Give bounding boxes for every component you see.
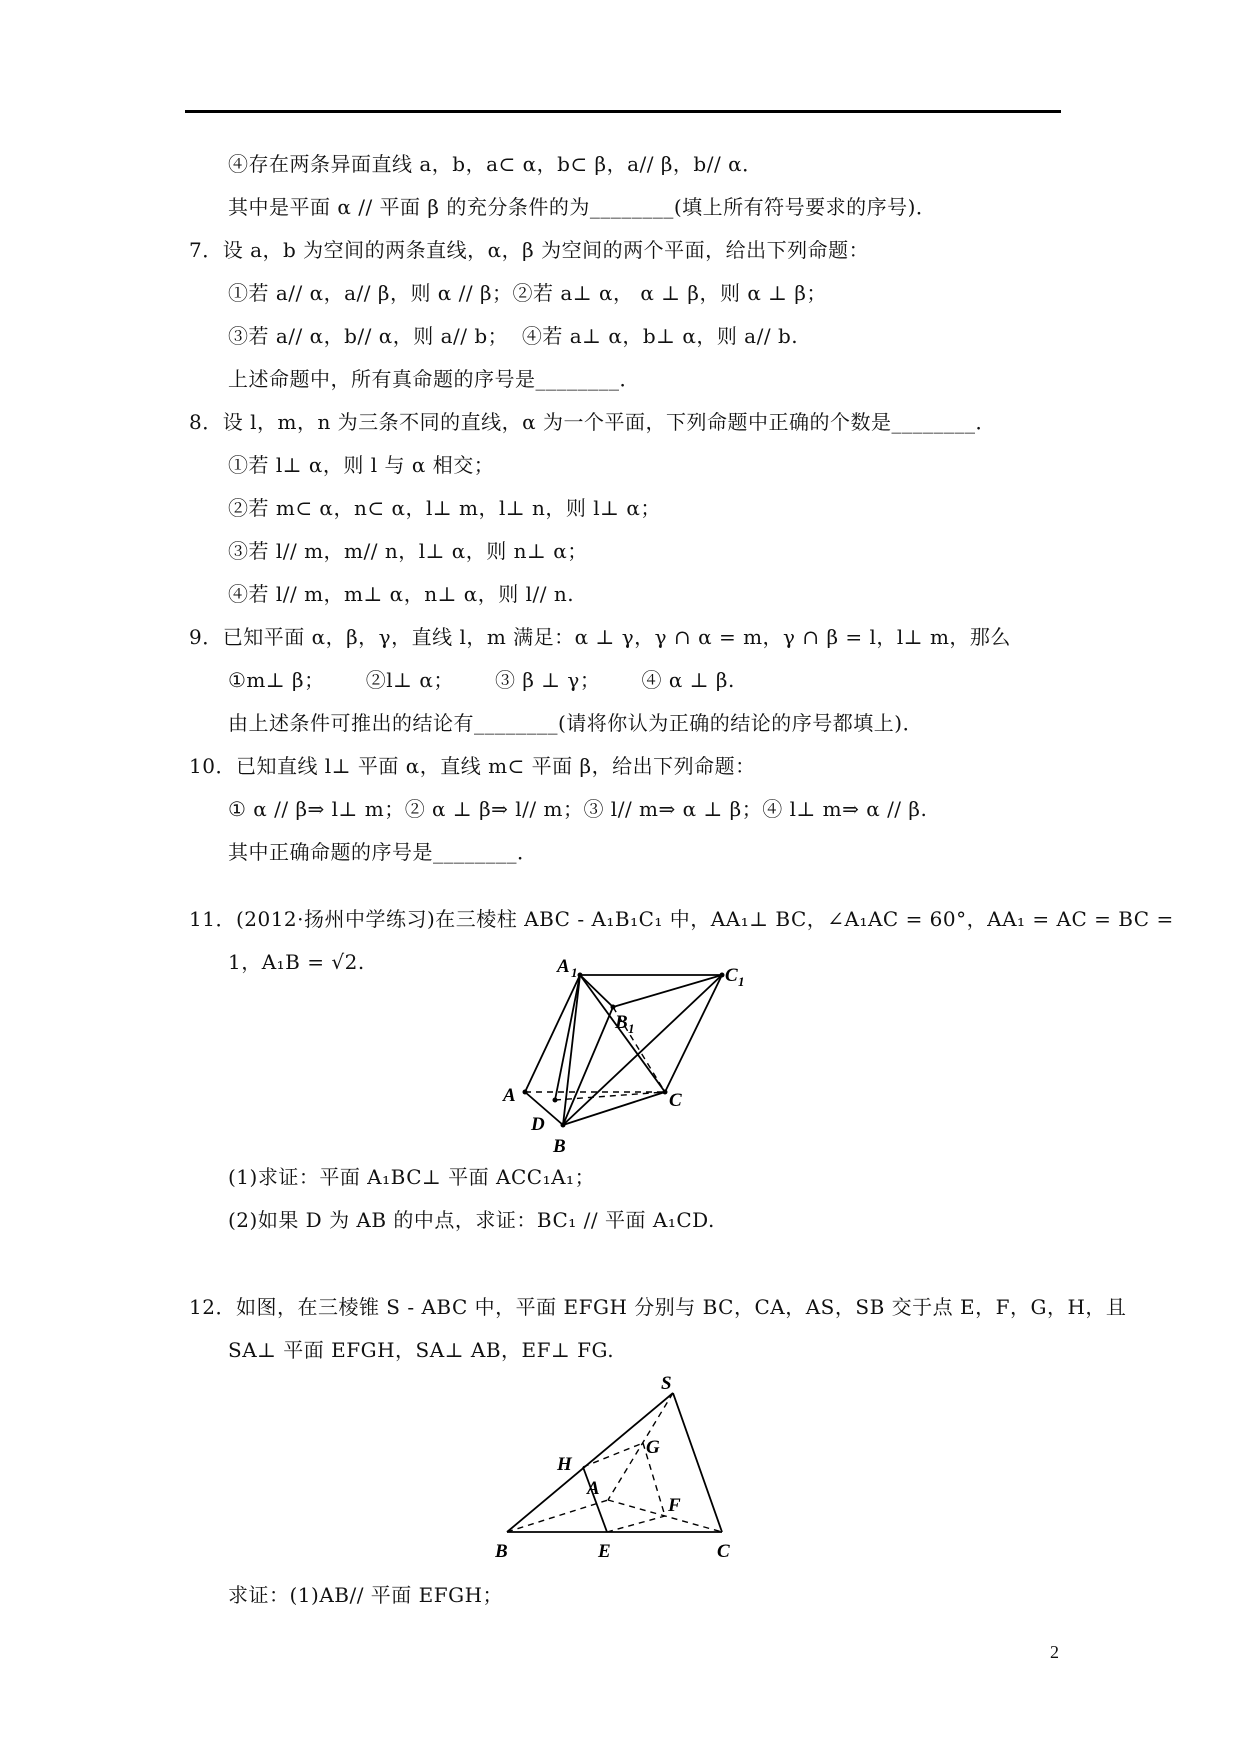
- label-B1: B: [615, 1012, 628, 1033]
- text-line: 上述命题中，所有真命题的序号是________．: [228, 367, 640, 391]
- label-B1-sub: 1: [628, 1021, 635, 1036]
- label-A1: A: [557, 956, 570, 977]
- label-S: S: [661, 1375, 672, 1394]
- text-line: 其中是平面 α // 平面 β 的充分条件的为________(填上所有符号要求的序号)．: [228, 195, 937, 219]
- text-line: ①若 l⊥ α，则 l 与 α 相交；: [228, 453, 495, 477]
- label-H: H: [557, 1454, 572, 1475]
- text-line: (1)求证：平面 A₁BC⊥ 平面 ACC₁A₁；: [228, 1165, 596, 1189]
- text-line: ① α // β⇒ l⊥ m；② α ⊥ β⇒ l// m；③ l// m⇒ α ⊥ β；④ l⊥ m⇒ α // β.: [228, 797, 928, 821]
- text-line: 其中正确命题的序号是________．: [228, 840, 538, 864]
- question-7: 7．设 a，b 为空间的两条直线，α，β 为空间的两个平面，给出下列命题：: [189, 238, 870, 262]
- text-line: SA⊥ 平面 EFGH，SA⊥ AB，EF⊥ FG.: [228, 1338, 615, 1362]
- text-line: ③若 l// m，m// n，l⊥ α，则 n⊥ α；: [228, 539, 588, 563]
- text-line: 由上述条件可推出的结论有________(请将你认为正确的结论的序号都填上)．: [228, 711, 924, 735]
- label-B: B: [553, 1136, 566, 1157]
- text-line: ④若 l// m，m⊥ α，n⊥ α，则 l// n.: [228, 582, 575, 606]
- label-C: C: [717, 1541, 730, 1562]
- label-G: G: [646, 1437, 660, 1458]
- text-line: ③若 a// α，b// α，则 a// b； ④若 a⊥ α，b⊥ α，则 a// b.: [228, 324, 799, 348]
- page-number: 2: [1050, 1642, 1059, 1662]
- label-C: C: [669, 1090, 682, 1111]
- question-10: 10．已知直线 l⊥ 平面 α，直线 m⊂ 平面 β，给出下列命题：: [189, 754, 756, 778]
- text-line: ②若 m⊂ α，n⊂ α，l⊥ m，l⊥ n，则 l⊥ α；: [228, 496, 661, 520]
- text-line: ①若 a// α，a// β，则 α // β；②若 a⊥ α， α ⊥ β，则 α ⊥ β；: [228, 281, 827, 305]
- label-C1-sub: 1: [738, 974, 745, 989]
- label-F: F: [668, 1495, 681, 1516]
- question-12: 12．如图，在三棱锥 S - ABC 中，平面 EFGH 分别与 BC，CA，AS，SB 交于点 E，F，G，H，且: [189, 1295, 1127, 1319]
- header-rule: [185, 110, 1061, 113]
- label-E: E: [598, 1541, 611, 1562]
- label-D: D: [531, 1114, 545, 1135]
- pyramid-figure: [495, 1375, 755, 1565]
- label-B: B: [495, 1541, 508, 1562]
- text-line: (2)如果 D 为 AB 的中点，求证：BC₁ // 平面 A₁CD.: [228, 1208, 715, 1232]
- question-11: 11．(2012·扬州中学练习)在三棱柱 ABC - A₁B₁C₁ 中，AA₁⊥ BC，∠A₁AC = 60°，AA₁ = AC = BC =: [189, 907, 1174, 931]
- label-A: A: [587, 1478, 600, 1499]
- question-8: 8．设 l，m，n 为三条不同的直线，α 为一个平面，下列命题中正确的个数是________．: [189, 410, 997, 434]
- text-line: ④存在两条异面直线 a，b，a⊂ α，b⊂ β，a// β，b// α．: [228, 152, 763, 176]
- prism-figure: [495, 950, 745, 1160]
- label-A1-sub: 1: [571, 965, 578, 980]
- text-line: 求证：(1)AB// 平面 EFGH；: [228, 1583, 504, 1607]
- label-A: A: [503, 1085, 516, 1106]
- question-9: 9．已知平面 α，β，γ，直线 l，m 满足：α ⊥ γ，γ ∩ α = m，γ ∩ β = l，l⊥ m，那么: [189, 625, 1011, 649]
- text-line: ①m⊥ β； ②l⊥ α； ③ β ⊥ γ； ④ α ⊥ β.: [228, 668, 735, 692]
- label-C1: C: [725, 965, 738, 986]
- text-line: 1，A₁B = √2.: [228, 950, 365, 974]
